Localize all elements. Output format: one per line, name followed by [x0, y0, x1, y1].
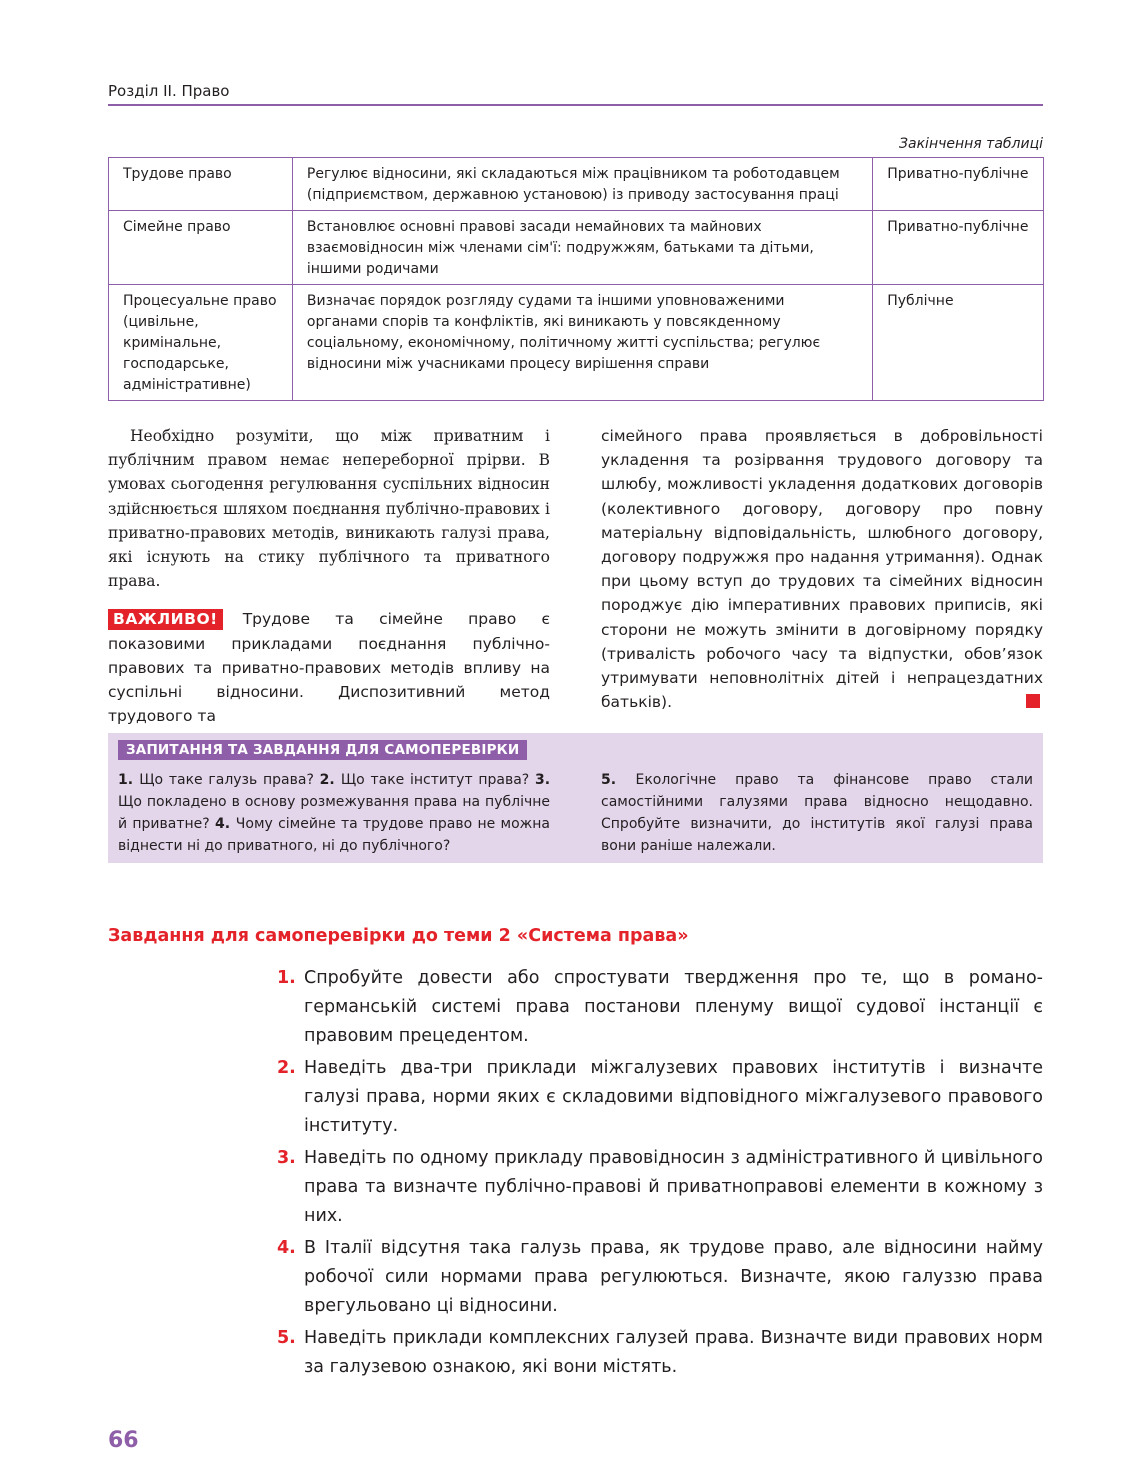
task-item [277, 1234, 1043, 1321]
task-text: Наведіть по одному прикладу правовідносин з адміністративного й цивільного права та визначте публічно-правові й приватноправові елементи в кожному з них. [304, 1148, 1043, 1226]
section-header: Розділ ІІ. Право [108, 82, 1043, 106]
question-text: Екологічне право та фінансове право стали самостійними галузями права відносно нещодавно. Спробуйте визначити, до інститутів якої галузі права вони раніше належали. [601, 772, 1033, 854]
tasks-heading: Завдання для самоперевірки до теми 2 «Система права» [108, 926, 689, 946]
task-text: Наведіть приклади комплексних галузей права. Визначте види правових норм за галузевою ознакою, які вони містять. [304, 1328, 1043, 1377]
end-of-section-marker [1026, 694, 1040, 708]
description-cell: Регулює відносини, які складаються між працівником та роботодавцем (підприємством, державною установою) із приводу застосування праці [292, 158, 872, 211]
question-text: Що покладено в основу розмежування права на публічне й приватне? [118, 794, 550, 832]
type-cell: Публічне [873, 285, 1044, 401]
branch-cell: Сімейне право [109, 211, 293, 285]
table-row [109, 158, 1044, 211]
table-caption: Закінчення таблиці [899, 136, 1043, 152]
task-item [277, 964, 1043, 1051]
question-text: Що таке інститут права? [340, 772, 535, 788]
review-title: ЗАПИТАННЯ ТА ЗАВДАННЯ ДЛЯ САМОПЕРЕВІРКИ [118, 740, 527, 760]
body-left-column [108, 424, 550, 728]
task-number: 4. [277, 1238, 296, 1258]
important-text-part2: сімейного права проявляється в добровільності укладення та розірвання трудового договору та шлюбу, можливості укладення додаткових договорів (колективного договору, договору про повну матеріальну відповідальність, шлюбного договору, договору подружжя про надання утримання). Однак при цьому вступ до трудових та сімейних відносин породжує дію імперативних правових приписів, які сторони не можуть змінити в договірному порядку (тривалість робочого часу та відпустки, обов’язок утримувати неповнолітніх дітей і непрацездатних батьків). [601, 427, 1043, 712]
body-paragraph: Необхідно розуміти, що між приватним і публічним правом немає непереборної прірви. В умовах сьогодення регулювання суспільних відносин здійснюється шляхом поєднання публічно-правових і приватно-правових методів, виникають галузі права, які існують на стику публічного та приватного права. [108, 427, 550, 591]
task-item [277, 1144, 1043, 1231]
question-number: 4. [215, 816, 236, 832]
review-questions-box [108, 733, 1043, 863]
task-number: 2. [277, 1058, 296, 1078]
important-badge: ВАЖЛИВО! [108, 609, 223, 630]
question-number: 3. [534, 772, 551, 788]
branch-cell: Трудове право [109, 158, 293, 211]
task-item [277, 1324, 1043, 1382]
important-paragraph [108, 607, 550, 728]
important-text-part1: Трудове та сімейне право є показовими прикладами поєднання публічно-правових та приватно-правових методів впливу на суспільні відносини. Диспозитивний метод трудового та [108, 610, 550, 726]
law-branches-table [108, 157, 1044, 401]
review-left-column [118, 769, 550, 857]
task-text: Спробуйте довести або спростувати твердження про те, що в романо-германській системі права постанови пленуму вищої судової інстанції є правовим прецедентом. [304, 968, 1043, 1046]
question-text: Чому сімейне та трудове право не можна віднести ні до приватного, ні до публічного? [118, 816, 550, 854]
page-number: 66 [108, 1428, 139, 1453]
type-cell: Приватно-публічне [873, 211, 1044, 285]
type-cell: Приватно-публічне [873, 158, 1044, 211]
table-row [109, 285, 1044, 401]
question-number: 5. [601, 772, 636, 788]
review-right-column [601, 769, 1033, 857]
question-number: 2. [319, 772, 341, 788]
branch-cell: Процесуальне право (цивільне, кримінальне, господарське, адміністративне) [109, 285, 293, 401]
description-cell: Встановлює основні правові засади немайнових та майнових взаємовідносин між членами сім'ї: подружжям, батьками та дітьми, іншими родичами [292, 211, 872, 285]
table-row [109, 211, 1044, 285]
task-number: 1. [277, 968, 296, 988]
task-list [277, 964, 1043, 1385]
body-right-column [601, 424, 1043, 714]
task-text: Наведіть два-три приклади міжгалузевих правових інститутів і визначте галузі права, норми яких є складовими відповідного міжгалузевого правового інституту. [304, 1058, 1043, 1136]
task-number: 3. [277, 1148, 296, 1168]
description-cell: Визначає порядок розгляду судами та іншими уповноваженими органами спорів та конфліктів, які виникають у повсякденному соціальному, економічному, політичному житті суспільства; регулює відносини між учасниками процесу вирішення справи [292, 285, 872, 401]
task-text: В Італії відсутня така галузь права, як трудове право, але відносини найму робочої сили нормами права регулюються. Визначте, якою галуззю права врегульовано ці відносини. [304, 1238, 1043, 1316]
question-number: 1. [118, 772, 140, 788]
question-text: Що таке галузь права? [139, 772, 320, 788]
task-number: 5. [277, 1328, 296, 1348]
task-item [277, 1054, 1043, 1141]
